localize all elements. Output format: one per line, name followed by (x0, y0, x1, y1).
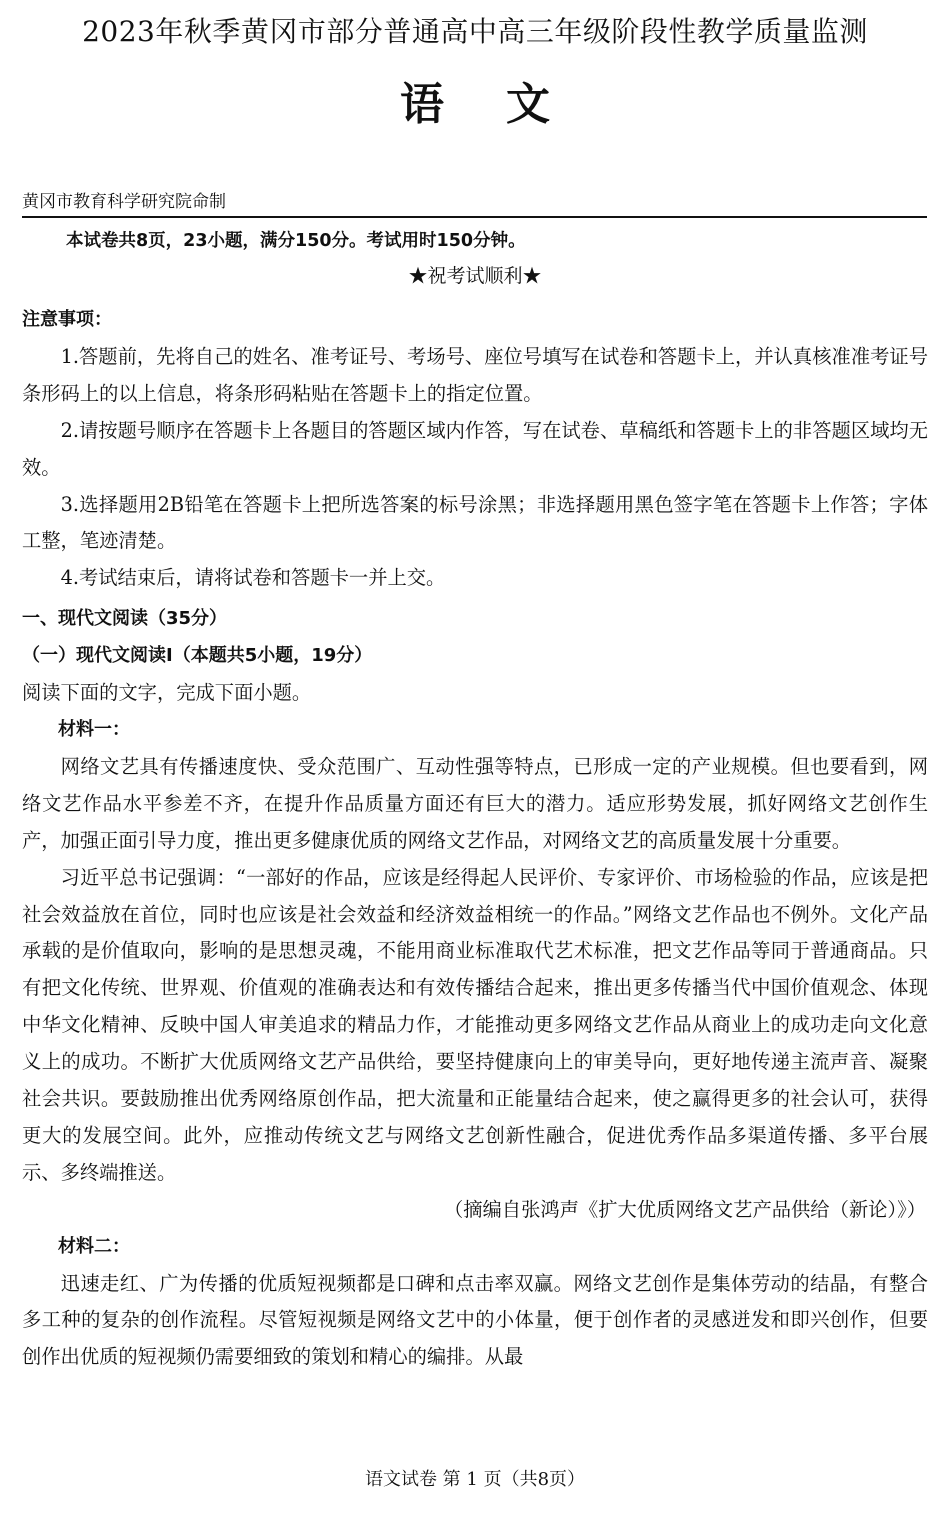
exam-info: 本试卷共8页，23小题，满分150分。考试用时150分钟。 (66, 231, 526, 251)
material-2-label: 材料二： (58, 1235, 130, 1257)
material-2-paragraph: 迅速走红、广为传播的优质短视频都是口碑和点击率双赢。网络文艺创作是集体劳动的结晶，有整合多工种的复杂的创作流程。尽管短视频是网络文艺中的小体量，便于创作者的灵感迸发和即兴创作，但要创作出优质的短视频仍需要细致的策划和精心的编排。从最 (22, 1271, 928, 1369)
good-luck-line: ★祝考试顺利★ (408, 265, 542, 287)
exam-content (22, 302, 928, 1376)
note-item: 3.选择题用2B铅笔在答题卡上把所选答案的标号涂黑；非选择题用黑色签字笔在答题卡上作答；字体工整，笔迹清楚。 (22, 492, 928, 553)
section-title: 一、现代文阅读（35分） (22, 608, 228, 630)
subsection-title: （一）现代文阅读I（本题共5小题，19分） (22, 645, 373, 667)
material-1-label: 材料一： (58, 718, 130, 740)
publisher-line: 黄冈市教育科学研究院命制 (22, 192, 226, 212)
page-footer: 语文试卷 第 1 页（共8页） (364, 1469, 586, 1490)
material-1-paragraph: 网络文艺具有传播速度快、受众范围广、互动性强等特点，已形成一定的产业规模。但也要看到，网络文艺作品水平参差不齐，在提升作品质量方面还有巨大的潜力。适应形势发展，抓好网络文艺创作生产，加强正面引导力度，推出更多健康优质的网络文艺作品，对网络文艺的高质量发展十分重要。 (22, 754, 928, 852)
material-1-paragraph: 习近平总书记强调：“一部好的作品，应该是经得起人民评价、专家评价、市场检验的作品，应该是把社会效益放在首位，同时也应该是社会效益和经济效益相统一的作品。”网络文艺作品也不例外。文化产品承载的是价值取向，影响的是思想灵魂，不能用商业标准取代艺术标准，把文艺作品等同于普通商品。只有把文化传统、世界观、价值观的准确表达和有效传播结合起来，推出更多传播当代中国价值观念、体现中华文化精神、反映中国人审美追求的精品力作，才能推动更多网络文艺作品从商业上的成功走向文化意义上的成功。不断扩大优质网络文艺产品供给，要坚持健康向上的审美导向，更好地传递主流声音、凝聚社会共识。要鼓励推出优秀网络原创作品，把大流量和正能量结合起来，使之赢得更多的社会认可，获得更大的发展空间。此外，应推动传统文艺与网络文艺创新性融合，促进优秀作品多渠道传播、多平台展示、多终端推送。 (22, 865, 928, 1184)
subject-char-2: 文 (506, 79, 550, 130)
header-divider (22, 216, 927, 218)
note-item: 2.请按题号顺序在答题卡上各题目的答题区域内作答，写在试卷、草稿纸和答题卡上的非答题区域均无效。 (22, 418, 928, 479)
subject-title (0, 78, 950, 132)
note-item: 4.考试结束后，请将试卷和答题卡一并上交。 (60, 566, 446, 590)
subject-char-1: 语 (400, 79, 444, 130)
reading-instruction: 阅读下面的文字，完成下面小题。 (22, 681, 312, 705)
material-1-source: （摘编自张鸿声《扩大优质网络文艺产品供给（新论）》） (443, 1197, 926, 1221)
notes-heading: 注意事项： (22, 309, 112, 330)
exam-title: 2023年秋季黄冈市部分普通高中高三年级阶段性教学质量监测 (82, 15, 868, 48)
note-item: 1.答题前，先将自己的姓名、准考证号、考场号、座位号填写在试卷和答题卡上，并认真核准准考证号条形码上的以上信息，将条形码粘贴在答题卡上的指定位置。 (22, 344, 928, 405)
